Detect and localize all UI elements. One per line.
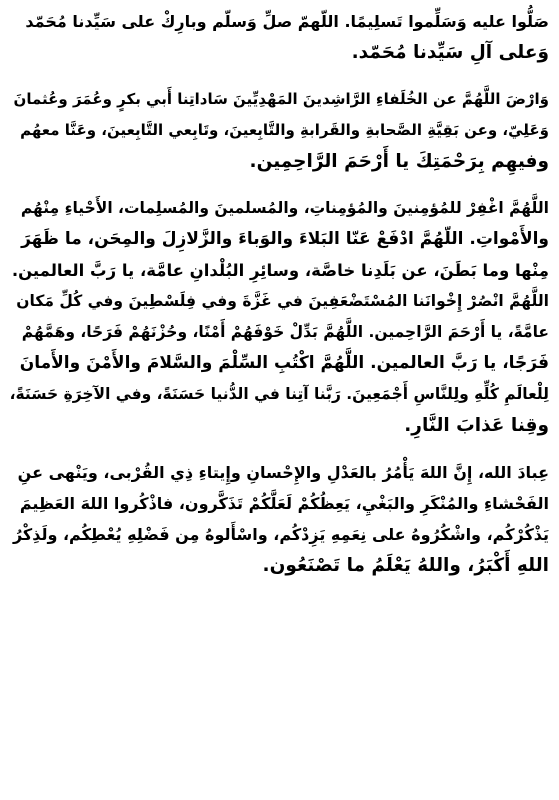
text-line: وَارْضَ اللَّهُمَّ عن الخُلَفاءِ الرَّاشِدينَ المَهْدِيِّينَ سَاداتِنا أَبي بكرٍ وعُمَرَ وعُثمانَ <box>13 90 549 108</box>
paragraph-supplication <box>10 193 549 441</box>
text-line: مِنْها وما بَطَنَ، عن بَلَدِنا خاصَّة، وسائِرِ البُلْدانِ عامَّة، يا رَبَّ العالمين. <box>11 261 549 280</box>
text-line: اللَّهُمَّ اغْفِرْ للمُؤمِنينَ والمُؤمِناتِ، والمُسلمينَ والمُسلِمات، الأَحْياءِ مِنْهُم <box>20 199 549 217</box>
paragraph-closing <box>10 457 549 581</box>
sermon-text <box>10 6 549 597</box>
text-line: وفيهِم بِرَحْمَتِكَ يا أَرْحَمَ الرَّاحِمِين. <box>249 151 549 172</box>
text-line: الفَحْشاءِ والمُنْكَرِ والبَغْيِ، يَعِظُكُمْ لَعَلَّكُمْ تَذَكَّرون، فاذْكُروا اللهَ العَظِيمَ <box>19 494 549 513</box>
text-line: اللَّهُمَّ انْصُرْ إِخْوانَنا المُسْتَضْعَفِينَ في غَزَّةَ وفي فِلَسْطِينَ وفي كُلِّ مَكان <box>16 292 549 310</box>
text-line: فَرَجًا، يا رَبَّ العالمين. اللَّهُمَّ اكْتُبِ السِّلْمَ والسَّلامَ والأَمْنَ والأَمانَ <box>19 353 549 373</box>
text-line: يَذْكُرْكُم، واشْكُرُوهُ على نِعَمِهِ يَزِدْكُم، واسْأَلوهُ مِن فَضْلِهِ يُعْطِكُم، ولَذِكْرُ <box>12 525 549 544</box>
text-line: وقِنا عَذابَ النَّارِ. <box>404 415 549 436</box>
paragraph-salawat <box>10 6 549 68</box>
text-line: والأَمْواتِ. اللّهُمَّ ادْفَعْ عَنّا البَلاءَ والوَباءَ والزَّلازِلَ والمِحَن، ما ظَهَرَ <box>21 229 549 249</box>
text-line: صَلُّوا عليه وَسَلِّموا تَسلِيمًا. اللّهمّ صلِّ وَسلّم وبارِكْ على سَيِّدنا مُحَمّد <box>25 12 549 31</box>
text-line: عِبادَ الله، إِنَّ اللهَ يَأْمُرُ بالعَدْلِ والإِحْسانِ وإِيتاءِ ذِي القُرْبى، ويَنْهى عنِ <box>17 463 549 482</box>
text-line: عامَّةً، يا أَرْحَمَ الرَّاحِمين. اللَّهُمَّ بَدِّلْ خَوْفَهُمْ أَمْنًا، وحُزْنَهُمْ فَرَحًا، وهَمَّهُمْ <box>21 323 549 341</box>
text-line: وَعلى آلِ سَيِّدنا مُحَمّد. <box>351 42 549 63</box>
paragraph-companions <box>10 84 549 177</box>
text-line: لِلْعالَمِ كُلِّهِ ولِلنَّاسِ أَجْمَعِينَ. رَبَّنا آتِنا في الدُّنيا حَسَنَةً، وفي الآخِرَةِ حَسَنَةً، <box>9 385 549 403</box>
text-line: وَعَلِيّ، وعن بَقِيَّةِ الصَّحابةِ والقَرابةِ والتَّابِعينَ، وتَابِعي التَّابِعينَ، وعَنَّا معهُم <box>20 121 549 139</box>
text-line: اللهِ أَكْبَرُ، واللهُ يَعْلَمُ ما تَصْنَعُون. <box>262 555 549 576</box>
